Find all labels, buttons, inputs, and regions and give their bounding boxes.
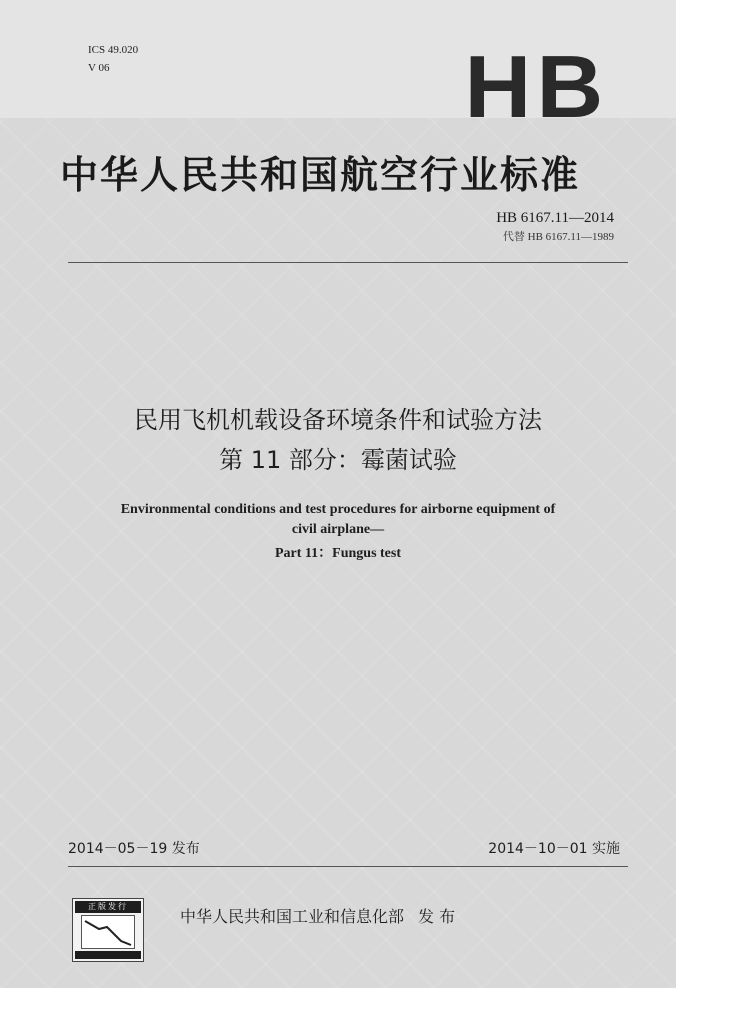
anti-counterfeit-stamp bbox=[72, 898, 144, 962]
publisher-name: 中华人民共和国工业和信息化部 bbox=[180, 907, 405, 926]
standard-number: HB 6167.11—2014 bbox=[496, 210, 614, 226]
stamp-label: 正版发行 bbox=[75, 901, 141, 913]
chinese-title-line-1: 民用飞机机载设备环境条件和试验方法 bbox=[134, 406, 542, 434]
classification-code: V 06 bbox=[88, 62, 110, 74]
issue-date: 2014－05－19 发布 bbox=[68, 841, 200, 857]
hb-logo-letter-h: H bbox=[464, 37, 528, 136]
hb-logo bbox=[464, 37, 616, 136]
publish-action: 发 布 bbox=[418, 907, 456, 926]
english-title-line-2: civil airplane— bbox=[291, 522, 385, 537]
top-divider bbox=[68, 262, 628, 263]
stamp-graphic-icon bbox=[81, 915, 135, 949]
chinese-title-line-2: 第 11 部分：霉菌试验 bbox=[219, 446, 457, 474]
implementation-date: 2014－10－01 实施 bbox=[488, 841, 620, 857]
hb-logo-letter-b: B bbox=[536, 37, 600, 136]
replaces-standard: 代替 HB 6167.11—1989 bbox=[502, 231, 614, 243]
standard-category-title: 中华人民共和国航空行业标准 bbox=[60, 153, 581, 197]
stamp-footer-strip bbox=[75, 951, 141, 959]
english-title-line-1: Environmental conditions and test procedures for airborne equipment of bbox=[120, 502, 556, 517]
bottom-divider bbox=[68, 866, 628, 867]
english-title-line-3: Part 11：Fungus test bbox=[275, 546, 401, 561]
publisher-line bbox=[180, 904, 455, 927]
ics-code: ICS 49.020 bbox=[88, 44, 139, 56]
